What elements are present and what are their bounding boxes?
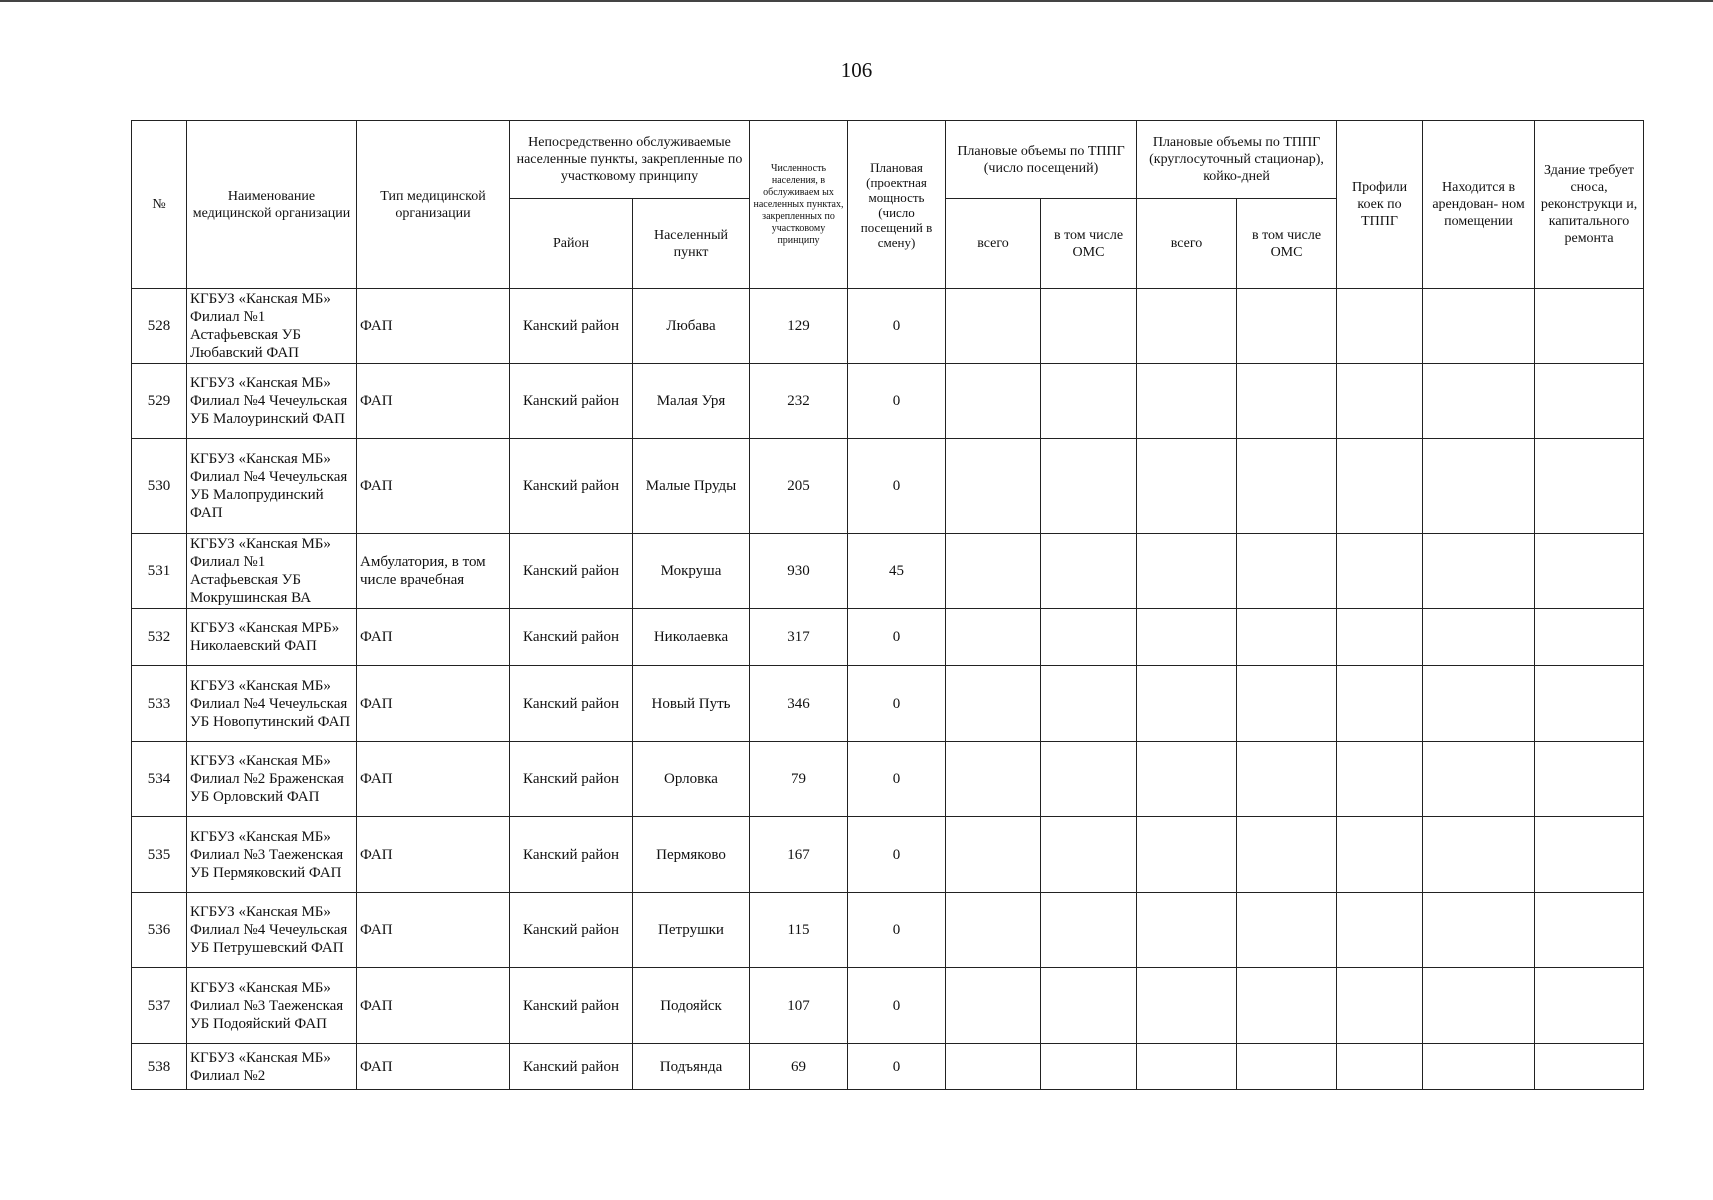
row-num: 531 — [132, 534, 187, 609]
row-locality: Малая Уря — [633, 364, 750, 439]
row-type: ФАП — [357, 1044, 510, 1090]
header-capacity: Плановая (проектная мощность (число посещений в смену) — [848, 121, 946, 289]
row-rented — [1423, 439, 1535, 534]
table-row — [132, 893, 1644, 968]
row-num: 528 — [132, 289, 187, 364]
row-beds-total — [1137, 289, 1237, 364]
row-beds-total — [1137, 1044, 1237, 1090]
row-capacity: 0 — [848, 666, 946, 742]
row-rented — [1423, 289, 1535, 364]
row-building — [1535, 609, 1644, 666]
row-beds-oms — [1237, 742, 1337, 817]
row-beds-oms — [1237, 609, 1337, 666]
row-type: ФАП — [357, 609, 510, 666]
row-rented — [1423, 534, 1535, 609]
header-org-name: Наименование медицинской организации — [187, 121, 357, 289]
row-capacity: 0 — [848, 609, 946, 666]
row-visits-oms — [1041, 817, 1137, 893]
row-org: КГБУЗ «Канская МБ» Филиал №4 Чечеульская УБ Малоуринский ФАП — [187, 364, 357, 439]
header-visits-oms: в том числе ОМС — [1041, 199, 1137, 289]
row-beds-oms — [1237, 666, 1337, 742]
row-profiles — [1337, 439, 1423, 534]
row-beds-oms — [1237, 817, 1337, 893]
row-locality: Орловка — [633, 742, 750, 817]
row-district: Канский район — [510, 609, 633, 666]
table-row — [132, 1044, 1644, 1090]
row-type: ФАП — [357, 742, 510, 817]
row-building — [1535, 439, 1644, 534]
row-capacity: 0 — [848, 1044, 946, 1090]
row-profiles — [1337, 817, 1423, 893]
row-district: Канский район — [510, 893, 633, 968]
row-org: КГБУЗ «Канская МБ» Филиал №1 Астафьевская УБ Мокрушинская ВА — [187, 534, 357, 609]
header-locality: Населенный пункт — [633, 199, 750, 289]
row-rented — [1423, 609, 1535, 666]
row-num: 538 — [132, 1044, 187, 1090]
row-profiles — [1337, 609, 1423, 666]
table-row — [132, 289, 1644, 364]
row-type: ФАП — [357, 817, 510, 893]
row-beds-total — [1137, 817, 1237, 893]
row-org: КГБУЗ «Канская МБ» Филиал №3 Таеженская УБ Пермяковский ФАП — [187, 817, 357, 893]
row-population: 232 — [750, 364, 848, 439]
row-profiles — [1337, 968, 1423, 1044]
row-visits-total — [946, 1044, 1041, 1090]
row-profiles — [1337, 364, 1423, 439]
row-locality: Николаевка — [633, 609, 750, 666]
row-org: КГБУЗ «Канская МБ» Филиал №4 Чечеульская УБ Малопрудинский ФАП — [187, 439, 357, 534]
header-org-type: Тип медицинской организации — [357, 121, 510, 289]
row-visits-total — [946, 968, 1041, 1044]
row-org: КГБУЗ «Канская МРБ» Николаевский ФАП — [187, 609, 357, 666]
table-row — [132, 666, 1644, 742]
row-beds-oms — [1237, 534, 1337, 609]
table-row — [132, 439, 1644, 534]
row-visits-total — [946, 893, 1041, 968]
row-rented — [1423, 1044, 1535, 1090]
row-building — [1535, 893, 1644, 968]
row-beds-total — [1137, 893, 1237, 968]
row-profiles — [1337, 289, 1423, 364]
row-rented — [1423, 364, 1535, 439]
row-beds-total — [1137, 364, 1237, 439]
row-visits-oms — [1041, 1044, 1137, 1090]
row-locality: Петрушки — [633, 893, 750, 968]
row-beds-oms — [1237, 364, 1337, 439]
row-locality: Подояйск — [633, 968, 750, 1044]
row-population: 115 — [750, 893, 848, 968]
row-visits-oms — [1041, 609, 1137, 666]
row-capacity: 0 — [848, 289, 946, 364]
row-visits-oms — [1041, 742, 1137, 817]
row-locality: Подъянда — [633, 1044, 750, 1090]
row-type: ФАП — [357, 289, 510, 364]
row-building — [1535, 1044, 1644, 1090]
table-row — [132, 968, 1644, 1044]
row-locality: Малые Пруды — [633, 439, 750, 534]
row-beds-oms — [1237, 1044, 1337, 1090]
row-beds-total — [1137, 666, 1237, 742]
row-beds-total — [1137, 968, 1237, 1044]
header-beds-total: всего — [1137, 199, 1237, 289]
row-capacity: 45 — [848, 534, 946, 609]
row-num: 530 — [132, 439, 187, 534]
row-type: ФАП — [357, 893, 510, 968]
row-org: КГБУЗ «Канская МБ» Филиал №1 Астафьевская УБ Любавский ФАП — [187, 289, 357, 364]
row-org: КГБУЗ «Канская МБ» Филиал №2 — [187, 1044, 357, 1090]
row-capacity: 0 — [848, 742, 946, 817]
row-capacity: 0 — [848, 893, 946, 968]
row-visits-total — [946, 534, 1041, 609]
row-building — [1535, 534, 1644, 609]
row-visits-oms — [1041, 439, 1137, 534]
row-district: Канский район — [510, 534, 633, 609]
row-locality: Мокруша — [633, 534, 750, 609]
row-district: Канский район — [510, 968, 633, 1044]
row-visits-oms — [1041, 289, 1137, 364]
row-visits-oms — [1041, 666, 1137, 742]
row-num: 529 — [132, 364, 187, 439]
header-visits-total: всего — [946, 199, 1041, 289]
row-beds-oms — [1237, 968, 1337, 1044]
row-num: 537 — [132, 968, 187, 1044]
row-population: 167 — [750, 817, 848, 893]
row-org: КГБУЗ «Канская МБ» Филиал №3 Таеженская УБ Подояйский ФАП — [187, 968, 357, 1044]
row-visits-oms — [1041, 534, 1137, 609]
row-building — [1535, 289, 1644, 364]
row-org: КГБУЗ «Канская МБ» Филиал №4 Чечеульская УБ Петрушевский ФАП — [187, 893, 357, 968]
row-beds-total — [1137, 742, 1237, 817]
row-district: Канский район — [510, 666, 633, 742]
row-locality: Новый Путь — [633, 666, 750, 742]
row-num: 536 — [132, 893, 187, 968]
row-profiles — [1337, 1044, 1423, 1090]
row-beds-total — [1137, 439, 1237, 534]
table-row — [132, 817, 1644, 893]
row-visits-oms — [1041, 968, 1137, 1044]
header-tppg-beds: Плановые объемы по ТППГ (круглосуточный стационар), койко-дней — [1137, 121, 1337, 199]
row-profiles — [1337, 742, 1423, 817]
row-rented — [1423, 817, 1535, 893]
page-number: 106 — [840, 58, 873, 82]
row-type: ФАП — [357, 439, 510, 534]
row-profiles — [1337, 893, 1423, 968]
row-capacity: 0 — [848, 817, 946, 893]
row-population: 129 — [750, 289, 848, 364]
row-visits-total — [946, 289, 1041, 364]
row-locality: Пермяково — [633, 817, 750, 893]
row-type: Амбулатория, в том числе врачебная — [357, 534, 510, 609]
header-population: Численность населения, в обслуживаем ых населенных пунктах, закрепленных по участковому принципу — [750, 121, 848, 289]
table-row — [132, 742, 1644, 817]
row-district: Канский район — [510, 364, 633, 439]
row-population: 69 — [750, 1044, 848, 1090]
row-locality: Любава — [633, 289, 750, 364]
row-population: 346 — [750, 666, 848, 742]
row-visits-total — [946, 742, 1041, 817]
row-org: КГБУЗ «Канская МБ» Филиал №2 Браженская УБ Орловский ФАП — [187, 742, 357, 817]
header-bed-profiles: Профили коек по ТППГ — [1337, 121, 1423, 289]
row-building — [1535, 968, 1644, 1044]
row-beds-total — [1137, 609, 1237, 666]
row-num: 534 — [132, 742, 187, 817]
row-population: 79 — [750, 742, 848, 817]
row-type: ФАП — [357, 364, 510, 439]
row-district: Канский район — [510, 1044, 633, 1090]
row-type: ФАП — [357, 666, 510, 742]
row-profiles — [1337, 666, 1423, 742]
row-population: 205 — [750, 439, 848, 534]
header-tppg-visits: Плановые объемы по ТППГ (число посещений) — [946, 121, 1137, 199]
header-served-localities: Непосредственно обслуживаемые населенные пункты, закрепленные по участковому принципу — [510, 121, 750, 199]
row-profiles — [1337, 534, 1423, 609]
top-border-line — [0, 0, 1713, 2]
header-num: № — [132, 121, 187, 289]
row-visits-total — [946, 666, 1041, 742]
row-population: 317 — [750, 609, 848, 666]
row-district: Канский район — [510, 742, 633, 817]
header-building: Здание требует сноса, реконструкци и, капитального ремонта — [1535, 121, 1644, 289]
row-visits-total — [946, 817, 1041, 893]
row-num: 533 — [132, 666, 187, 742]
row-rented — [1423, 893, 1535, 968]
header-district: Район — [510, 199, 633, 289]
row-visits-total — [946, 439, 1041, 534]
row-district: Канский район — [510, 817, 633, 893]
row-rented — [1423, 968, 1535, 1044]
facilities-table — [131, 120, 1644, 1090]
row-capacity: 0 — [848, 968, 946, 1044]
row-capacity: 0 — [848, 439, 946, 534]
row-beds-total — [1137, 534, 1237, 609]
row-visits-total — [946, 609, 1041, 666]
row-capacity: 0 — [848, 364, 946, 439]
row-beds-oms — [1237, 893, 1337, 968]
row-num: 532 — [132, 609, 187, 666]
row-building — [1535, 742, 1644, 817]
row-population: 930 — [750, 534, 848, 609]
row-building — [1535, 364, 1644, 439]
row-type: ФАП — [357, 968, 510, 1044]
row-building — [1535, 666, 1644, 742]
table-row — [132, 364, 1644, 439]
table-row — [132, 609, 1644, 666]
row-visits-oms — [1041, 893, 1137, 968]
row-beds-oms — [1237, 289, 1337, 364]
row-district: Канский район — [510, 289, 633, 364]
row-rented — [1423, 742, 1535, 817]
row-visits-oms — [1041, 364, 1137, 439]
header-rented: Находится в арендован- ном помещении — [1423, 121, 1535, 289]
row-org: КГБУЗ «Канская МБ» Филиал №4 Чечеульская УБ Новопутинский ФАП — [187, 666, 357, 742]
row-num: 535 — [132, 817, 187, 893]
row-building — [1535, 817, 1644, 893]
row-district: Канский район — [510, 439, 633, 534]
row-population: 107 — [750, 968, 848, 1044]
row-beds-oms — [1237, 439, 1337, 534]
header-beds-oms: в том числе ОМС — [1237, 199, 1337, 289]
table-row — [132, 534, 1644, 609]
row-visits-total — [946, 364, 1041, 439]
row-rented — [1423, 666, 1535, 742]
